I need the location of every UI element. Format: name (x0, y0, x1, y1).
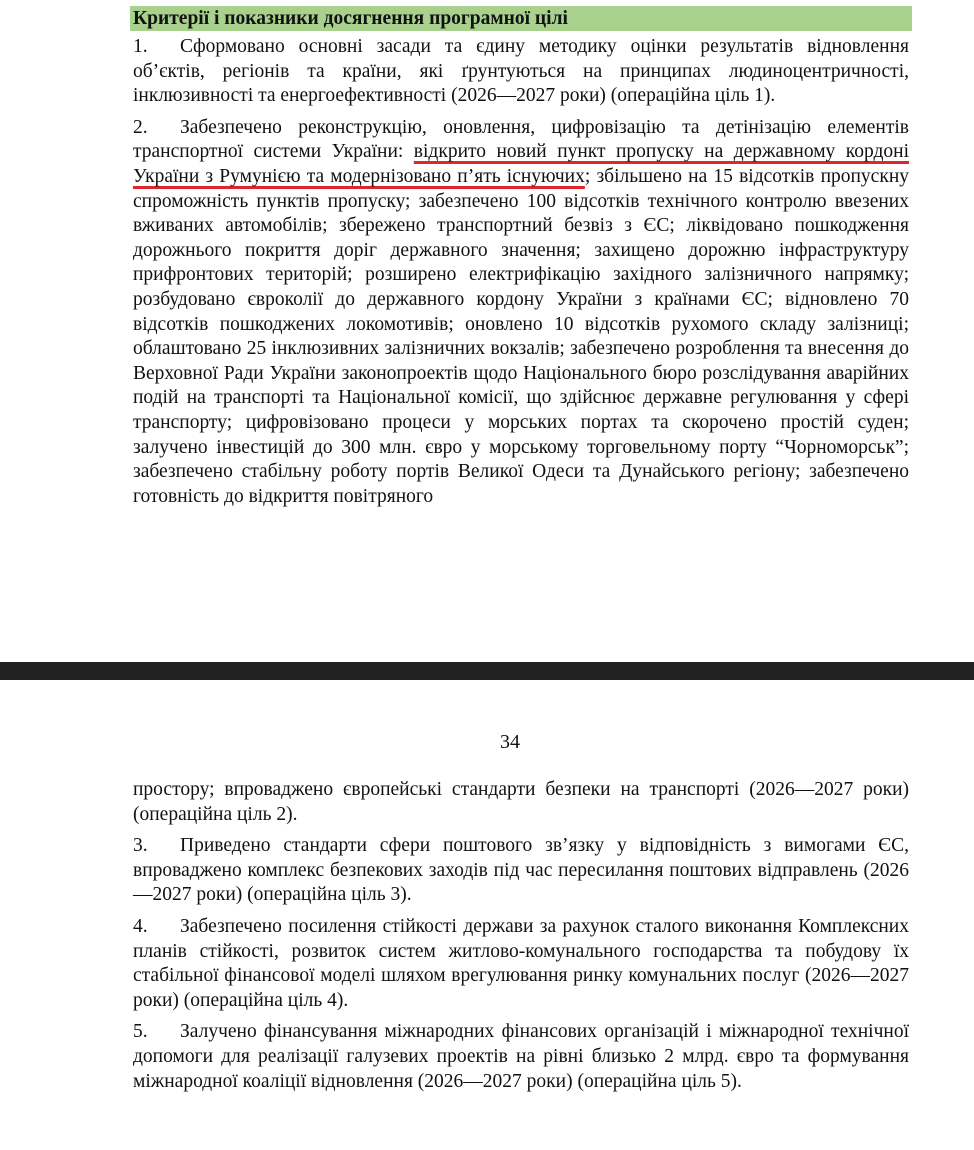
item-text: Забезпечено посилення стійкості держави за рахунок сталого виконання Комплексних планів стійкості, розвиток систем житлово-комунального господарства та побудову їх стабільної фінансової моделі шляхом врегулювання ринку комунальних послуг (2026—2027 роки) (операційна ціль 4). (133, 915, 909, 1011)
page-content (133, 778, 909, 1101)
list-item-4 (133, 915, 909, 1013)
item-text-before: Забезпечено реконструкцію, оновлення, цифровізацію та детінізацію елементів транспортної системи України: (133, 116, 909, 163)
item-text: Залучено фінансування міжнародних фінансових організацій і міжнародної технічної допомоги для реалізації галузевих проектів на рівні близько 2 млрд. євро та формування міжнародної коаліції відновлення (2026—2027 роки) (операційна ціль 5). (133, 1021, 909, 1092)
continuation-text: простору; впроваджено європейські стандарти безпеки на транспорті (2026—2027 роки) (операційна ціль 2). (133, 779, 909, 825)
page-separator (0, 662, 974, 680)
item-number: 2. (133, 116, 148, 138)
item-number: 4. (133, 915, 148, 937)
list-item-2 (133, 116, 909, 510)
item-number: 5. (133, 1021, 148, 1043)
item-number: 3. (133, 835, 148, 857)
item-text-after: ; збільшено на 15 відсотків пропускну спроможність пунктів пропуску; забезпечено 100 відсотків технічного контролю ввезених вживаних автомобілів; збережено транспортний безвіз з ЄС; ліквідовано пошкодження дорожнього покриття доріг державного значення; захищено дорожню інфраструктуру прифронтових територій; розширено електрифікацію західного залізничного напрямку; розбудовано євроколії до державного кордону України з країнами ЄС; відновлено 70 відсотків пошкоджених локомотивів; оновлено 10 відсотків рухомого складу залізниці; облаштовано 25 інклюзивних залізничних вокзалів; забезпечено розроблення та внесення до Верховної Ради України законопроектів щодо Національного бюро розслідування аварійних подій на транспорті та Національної комісії, що здійснює державне регулювання у сфері транспорту; цифровізовано процеси у морських портах та скорочено простій суден; залучено інвестицій до 300 млн. євро у морському торговельному порту “Чорноморськ”; забезпечено стабільну роботу портів Великої Одеси та Дунайського регіону; забезпечено готовність до відкриття повітряного (133, 165, 909, 507)
list-item-5 (133, 1020, 909, 1094)
page-content (133, 6, 909, 516)
highlighted-text: відкрито новий пункт пропуску на державному кордоні України з Румунією та модернізовано п’ять існуючих (133, 141, 909, 187)
page-number: 34 (500, 731, 520, 753)
item-text: Приведено стандарти сфери поштового зв’язку у відповідність з вимогами ЄС, впроваджено комплекс безпекових заходів під час пересилання поштових відправлень (2026—2027 роки) (операційна ціль 3). (133, 835, 909, 906)
item-text: Сформовано основні засади та єдину методику оцінки результатів відновлення об’єктів, регіонів та країни, які ґрунтуються на принципах людиноцентричності, інклюзивності та енергоефективності (2026—2027 роки) (операційна ціль 1). (133, 36, 909, 107)
item-number: 1. (133, 36, 148, 57)
list-item-1 (133, 35, 909, 109)
document-page-bottom (0, 680, 974, 1150)
section-heading: Критерії і показники досягнення програмної цілі (130, 6, 912, 31)
list-item-3 (133, 834, 909, 908)
